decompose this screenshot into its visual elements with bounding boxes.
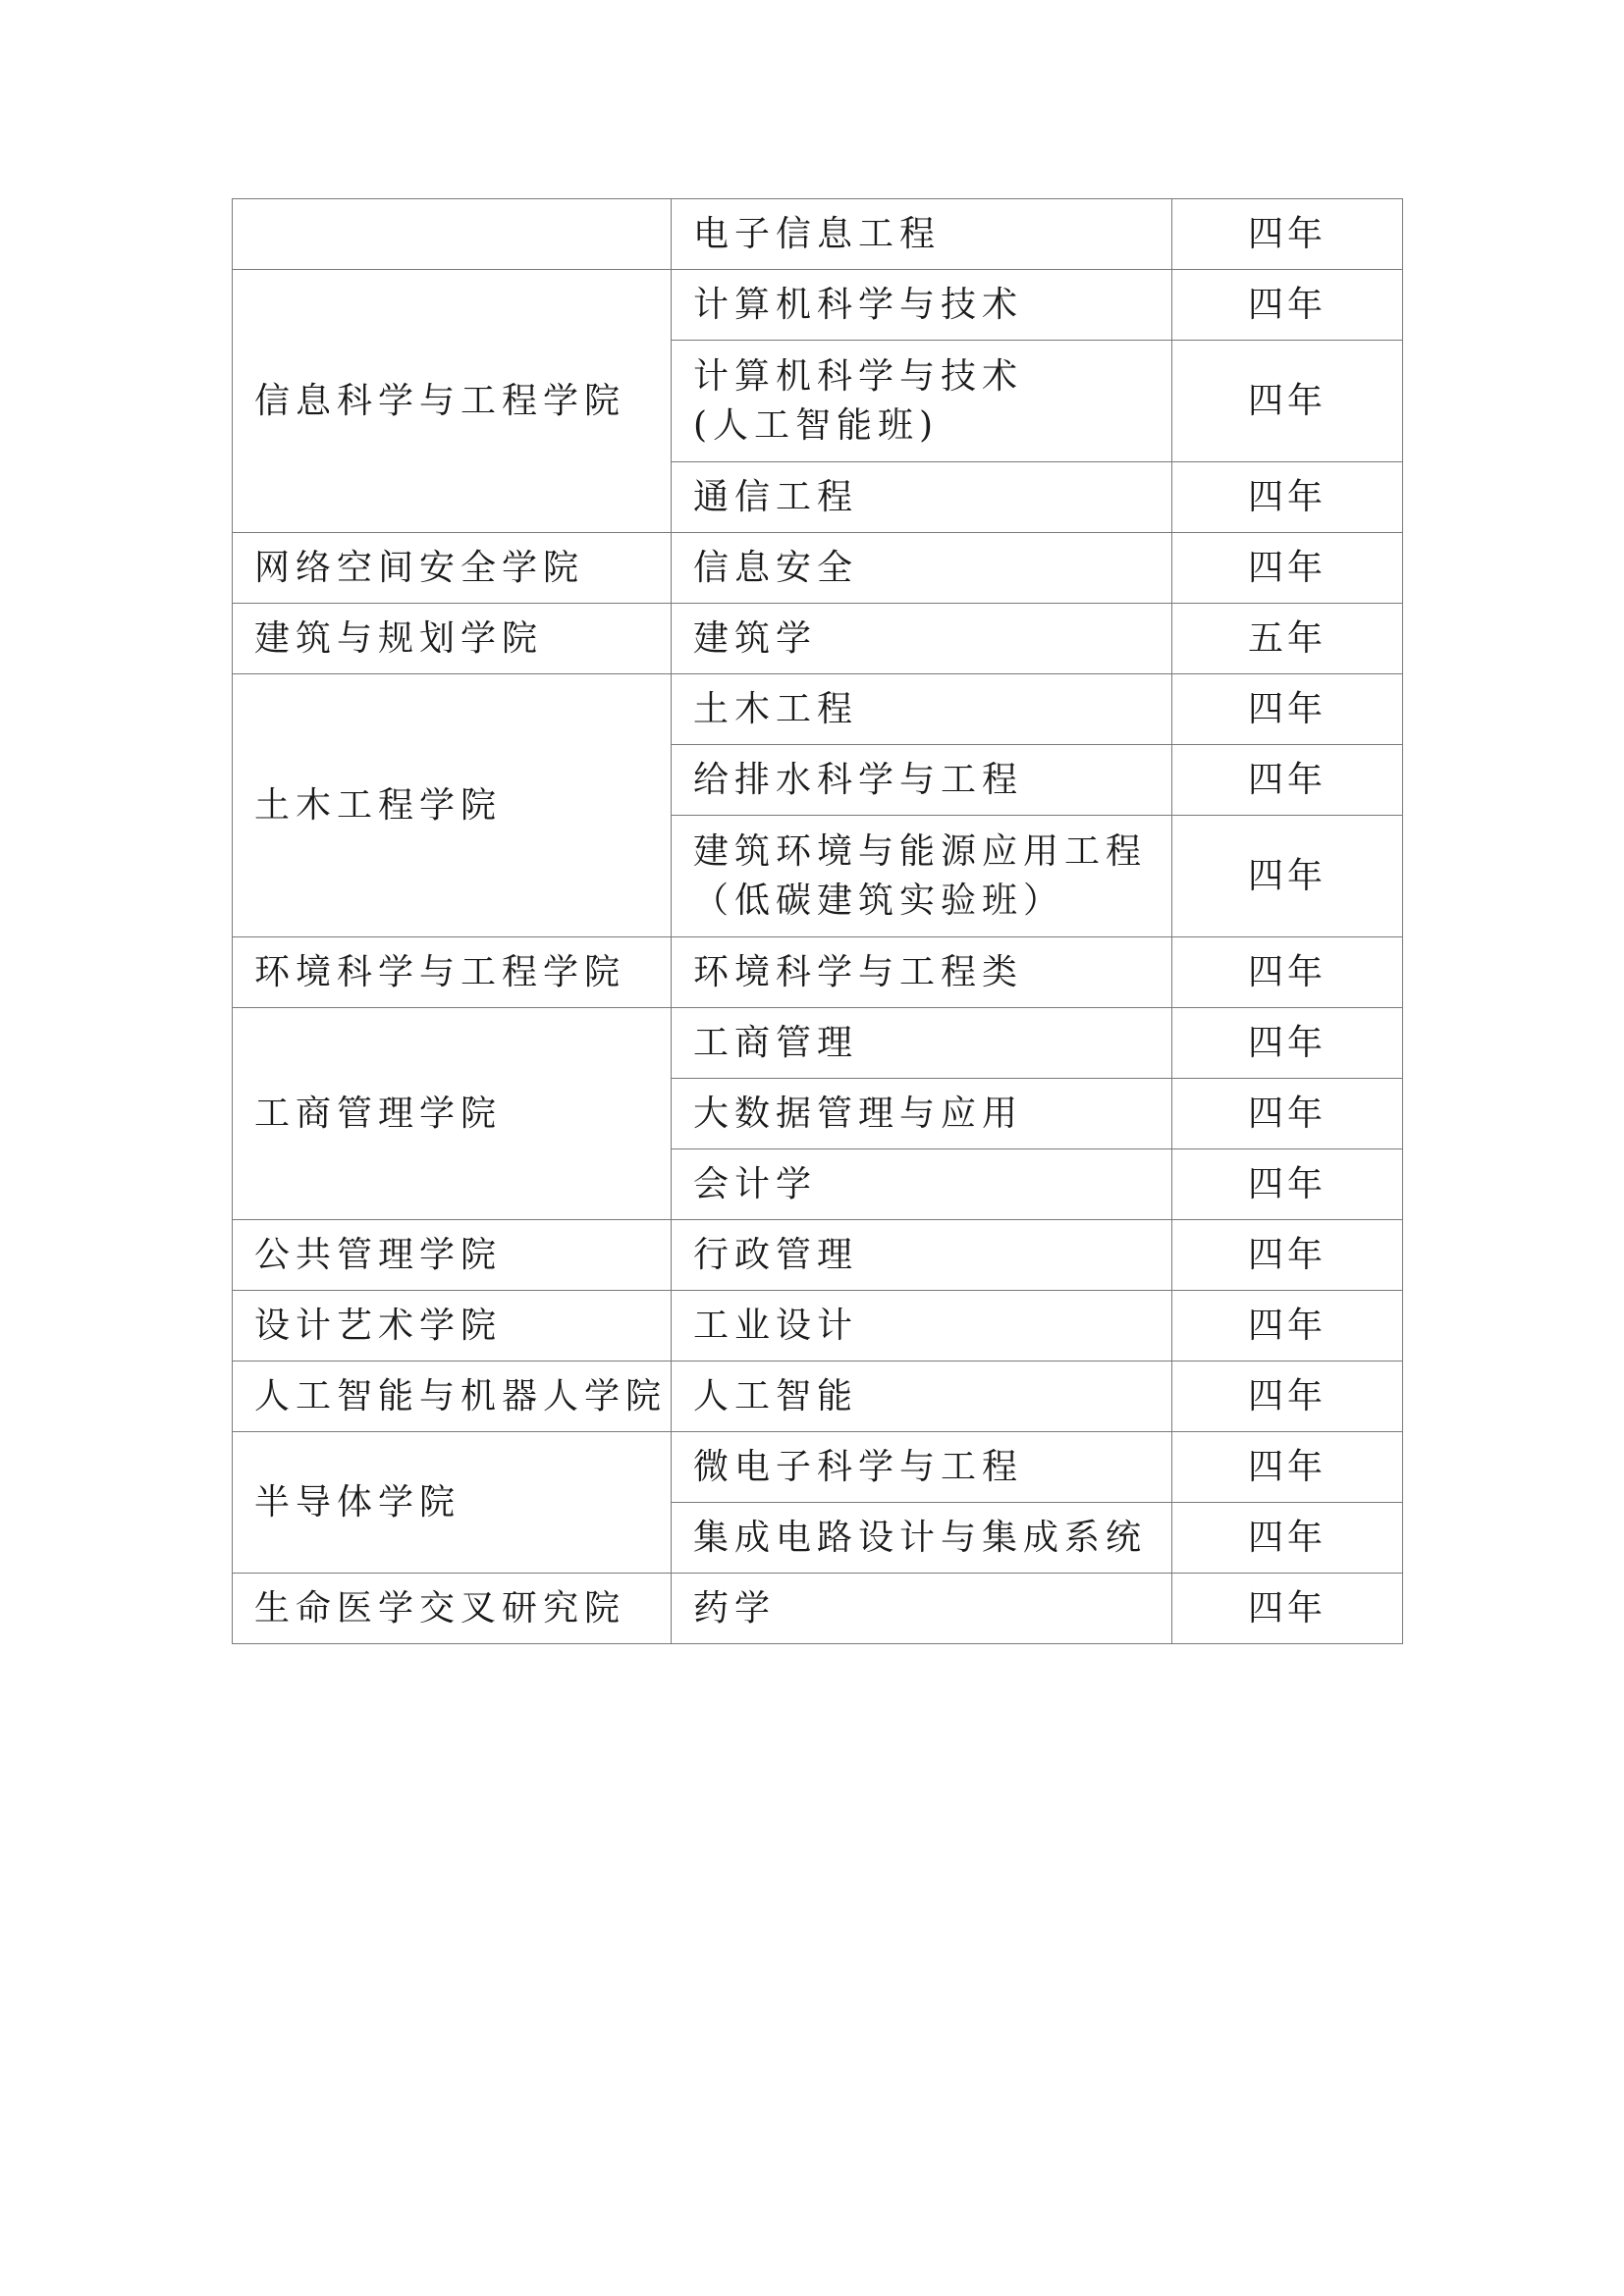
- major-cell: [672, 1291, 1172, 1362]
- major-cell: [672, 199, 1172, 270]
- table-row: [233, 604, 1403, 674]
- major-name-line: 微电子科学与工程: [693, 1446, 1024, 1487]
- table-row: [233, 1008, 1403, 1079]
- major-name-line: 行政管理: [693, 1234, 859, 1275]
- table-row: [233, 533, 1403, 604]
- major-cell: [672, 1149, 1172, 1220]
- college-cell: 网络空间安全学院: [233, 533, 672, 604]
- table-row: [233, 1574, 1403, 1644]
- major-cell: [672, 1432, 1172, 1503]
- major-name-line: 人工智能: [693, 1375, 859, 1416]
- major-cell: [672, 341, 1172, 462]
- duration-cell: 四年: [1172, 1149, 1403, 1220]
- major-cell: [672, 1008, 1172, 1079]
- major-name-line: 通信工程: [693, 476, 859, 517]
- major-cell: [672, 937, 1172, 1008]
- college-cell: 设计艺术学院: [233, 1291, 672, 1362]
- duration-cell: 四年: [1172, 1362, 1403, 1432]
- college-cell: 工商管理学院: [233, 1008, 672, 1220]
- duration-cell: 四年: [1172, 937, 1403, 1008]
- duration-cell: 四年: [1172, 745, 1403, 816]
- major-name-line: 会计学: [693, 1163, 818, 1204]
- table-row: [233, 674, 1403, 745]
- duration-cell: 四年: [1172, 1220, 1403, 1291]
- duration-cell: 四年: [1172, 674, 1403, 745]
- duration-cell: 四年: [1172, 816, 1403, 937]
- major-name-line: 土木工程: [693, 688, 859, 729]
- major-cell: [672, 1220, 1172, 1291]
- major-cell: [672, 270, 1172, 341]
- table-row: [233, 937, 1403, 1008]
- major-name-line: 工业设计: [693, 1305, 859, 1346]
- major-name-line: 大数据管理与应用: [693, 1093, 1024, 1134]
- major-cell: [672, 674, 1172, 745]
- college-cell: [233, 199, 672, 270]
- college-cell: 环境科学与工程学院: [233, 937, 672, 1008]
- table-row: [233, 199, 1403, 270]
- duration-cell: 四年: [1172, 270, 1403, 341]
- major-name-line: 电子信息工程: [693, 213, 942, 254]
- major-name-line: 建筑学: [693, 617, 818, 659]
- major-name-line: 给排水科学与工程: [693, 759, 1024, 800]
- major-cell: [672, 1079, 1172, 1149]
- college-cell: 建筑与规划学院: [233, 604, 672, 674]
- major-cell: [672, 1574, 1172, 1644]
- major-name-line: 计算机科学与技术: [693, 355, 1024, 397]
- table-row: [233, 270, 1403, 341]
- table-row: [233, 1220, 1403, 1291]
- major-name-line: （低碳建筑实验班）: [693, 880, 1065, 921]
- major-name-line: 环境科学与工程类: [693, 951, 1024, 992]
- college-cell: 人工智能与机器人学院: [233, 1362, 672, 1432]
- major-name-line: 集成电路设计与集成系统: [693, 1517, 1148, 1558]
- college-cell: 土木工程学院: [233, 674, 672, 937]
- major-cell: [672, 462, 1172, 533]
- major-cell: [672, 1503, 1172, 1574]
- duration-cell: 四年: [1172, 1291, 1403, 1362]
- majors-table: [232, 198, 1403, 1644]
- major-cell: [672, 1362, 1172, 1432]
- table-row: [233, 1362, 1403, 1432]
- major-name-line: 工商管理: [693, 1022, 859, 1063]
- college-cell: 半导体学院: [233, 1432, 672, 1574]
- major-cell: [672, 816, 1172, 937]
- table-row: [233, 1432, 1403, 1503]
- college-cell: 生命医学交叉研究院: [233, 1574, 672, 1644]
- duration-cell: 四年: [1172, 1574, 1403, 1644]
- table-row: [233, 1291, 1403, 1362]
- major-cell: [672, 745, 1172, 816]
- duration-cell: 四年: [1172, 199, 1403, 270]
- duration-cell: 四年: [1172, 1008, 1403, 1079]
- major-cell: [672, 533, 1172, 604]
- duration-cell: 四年: [1172, 1503, 1403, 1574]
- major-name-line: 信息安全: [693, 547, 859, 588]
- major-cell: [672, 604, 1172, 674]
- duration-cell: 四年: [1172, 462, 1403, 533]
- duration-cell: 四年: [1172, 533, 1403, 604]
- college-cell: 公共管理学院: [233, 1220, 672, 1291]
- major-name-line: 计算机科学与技术: [693, 284, 1024, 325]
- duration-cell: 四年: [1172, 341, 1403, 462]
- college-cell: 信息科学与工程学院: [233, 270, 672, 533]
- major-name-line: (人工智能班): [693, 404, 940, 446]
- duration-cell: 四年: [1172, 1432, 1403, 1503]
- duration-cell: 五年: [1172, 604, 1403, 674]
- major-name-line: 药学: [693, 1587, 777, 1629]
- table-body: [233, 199, 1403, 1644]
- major-name-line: 建筑环境与能源应用工程: [693, 830, 1148, 872]
- duration-cell: 四年: [1172, 1079, 1403, 1149]
